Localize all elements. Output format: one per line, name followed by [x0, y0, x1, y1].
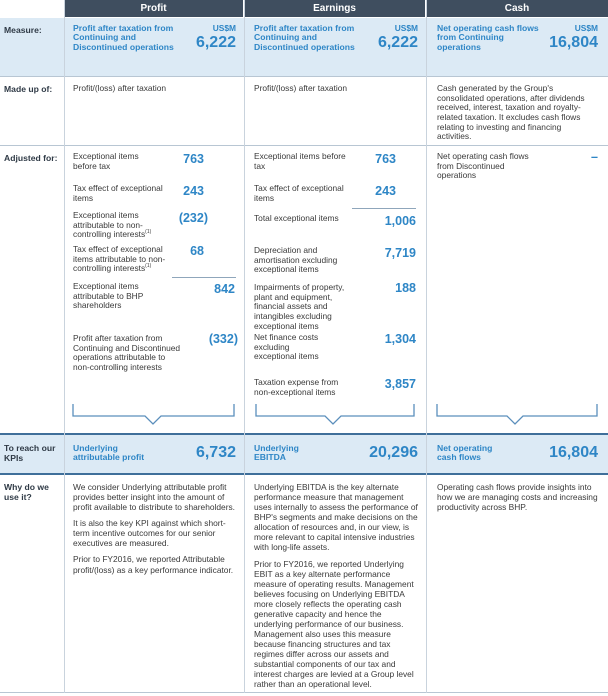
- subtotal-rule: [352, 208, 416, 209]
- adj-earnings-label: Impairments of property, plant and equipment, financial assets and intangibles excluding exceptional items: [254, 282, 345, 331]
- row-label-measure: Measure:: [4, 25, 42, 35]
- measure-value-profit: 6,222: [195, 34, 236, 51]
- why-cash-paragraph: Operating cash flows provide insights into how we are managing costs and increasing productivity across BHP.: [437, 482, 598, 513]
- kpi-divider-bottom: [0, 473, 608, 475]
- adj-profit-label-text: Tax effect of exceptional items attributable to non-controlling interests: [73, 244, 166, 274]
- kpi-value-profit: 6,732: [195, 444, 236, 461]
- adj-earnings-label: Taxation expense from non-exceptional items: [254, 377, 339, 397]
- kpi-value-cash: 16,804: [549, 444, 598, 461]
- kpi-value-earnings: 20,296: [369, 444, 418, 461]
- row-label-adjusted-for: Adjusted for:: [4, 153, 58, 163]
- adj-profit-value: (232): [178, 211, 208, 225]
- adj-profit-value: 243: [183, 184, 204, 198]
- row-divider: [0, 145, 608, 146]
- adj-earnings-value: 243: [375, 184, 396, 198]
- footnote-ref: (1): [145, 229, 152, 236]
- column-divider: [64, 0, 65, 693]
- adj-earnings-label: Depreciation and amortisation excluding exceptional items: [254, 245, 338, 275]
- row-label-to-reach: To reach our KPIs: [4, 443, 56, 464]
- adj-earnings-label: Exceptional items before tax: [254, 151, 346, 171]
- subtotal-rule: [172, 277, 236, 278]
- adj-earnings-value: 7,719: [384, 246, 416, 260]
- made-up-of-cash: Cash generated by the Group's consolidated operations, after dividends received, interest, taxation and royalty-related taxation. It excludes cash flows relating to investing and financing activities.: [437, 83, 585, 142]
- measure-title-earnings: Profit after taxation from Continuing and Discontinued operations: [254, 23, 355, 52]
- adj-profit-label: Tax effect of exceptional items: [73, 183, 163, 203]
- adj-earnings-value: 1,304: [384, 332, 416, 346]
- header-earnings: Earnings: [244, 0, 425, 17]
- measure-value-earnings: 6,222: [377, 34, 418, 51]
- why-earnings-paragraph: Underlying EBITDA is the key alternate performance measure that management uses internally to assess the performance of BHP's segments and make decisions on the allocation of resources and, in our view, is more relevant to capital intensive industries with long-life assets.: [254, 482, 418, 553]
- made-up-of-earnings: Profit/(loss) after taxation: [254, 83, 348, 93]
- adj-profit-label: [73, 211, 173, 240]
- adj-profit-label: Exceptional items before tax: [73, 151, 139, 171]
- why-earnings: [254, 482, 419, 696]
- header-cash: Cash: [426, 0, 608, 17]
- adj-profit-label-text: Exceptional items attributable to non-controlling interests: [73, 210, 146, 240]
- adj-profit-value: (332): [208, 332, 238, 346]
- adj-profit-value: 763: [183, 152, 204, 166]
- adj-earnings-label: Total exceptional items: [254, 213, 339, 223]
- row-label-made-up-of: Made up of:: [4, 84, 53, 94]
- why-profit-paragraph: We consider Underlying attributable profit provides better insight into the amount of profit available to distribute to shareholders.: [73, 482, 236, 513]
- kpi-label-profit: Underlying attributable profit: [73, 443, 145, 463]
- adj-cash-label: Net operating cash flows from Discontinued operations: [437, 151, 529, 181]
- adj-earnings-label: Tax effect of exceptional items: [254, 183, 344, 203]
- why-cash: [437, 482, 599, 518]
- why-profit-paragraph: It is also the key KPI against which short-term incentive outcomes for our senior executives are measured.: [73, 518, 226, 549]
- header-profit: Profit: [64, 0, 243, 17]
- measure-value-cash: 16,804: [549, 34, 598, 51]
- why-profit-paragraph: Prior to FY2016, we reported Attributable profit/(loss) as a key performance indicator.: [73, 554, 234, 575]
- adj-profit-value: 842: [214, 282, 235, 296]
- kpi-label-cash: Net operating cash flows: [437, 443, 493, 463]
- bottom-rule: [0, 692, 608, 693]
- kpi-label-earnings: Underlying EBITDA: [254, 443, 299, 463]
- adj-earnings-value: 188: [395, 281, 416, 295]
- adj-cash-value: –: [591, 150, 598, 164]
- adj-earnings-value: 763: [375, 152, 396, 166]
- measure-unit-cash: US$M: [574, 23, 598, 33]
- adj-profit-label: Exceptional items attributable to BHP shareholders: [73, 281, 144, 311]
- bracket-arrow-cash: [0, 402, 608, 432]
- adj-earnings-value: 3,857: [384, 377, 416, 391]
- column-divider: [244, 0, 245, 693]
- why-earnings-paragraph: Prior to FY2016, we reported Underlying EBIT as a key alternate performance measure of operating results. Management believes focusing on Underlying EBITDA more closely reflects the operating cash generative capacity and hence the underlying performance of our business. Management also uses this measure because financing structures and tax regimes differ across our assets and substantial components of our tax and interest charges are levied at a Group level rather than an operational level.: [254, 558, 414, 690]
- column-divider: [426, 0, 427, 693]
- adj-profit-label: Profit after taxation from Continuing and Discontinued operations attributable to non-controlling interests: [73, 333, 181, 372]
- made-up-of-profit: Profit/(loss) after taxation: [73, 83, 167, 93]
- measure-unit-earnings: US$M: [394, 23, 418, 33]
- footnote-ref: (1): [145, 263, 152, 270]
- adj-earnings-value: 1,006: [384, 214, 416, 228]
- row-label-why: Why do we use it?: [4, 482, 49, 503]
- adj-earnings-label: Net finance costs excluding exceptional items: [254, 332, 319, 362]
- why-profit: [73, 482, 238, 581]
- measure-title-profit: Profit after taxation from Continuing and Discontinued operations: [73, 23, 174, 52]
- measure-unit-profit: US$M: [212, 23, 236, 33]
- header-corner: [0, 0, 64, 17]
- measure-title-cash: Net operating cash flows from Continuing operations: [437, 23, 539, 52]
- adj-profit-value: 68: [190, 244, 204, 258]
- row-divider: [0, 76, 608, 77]
